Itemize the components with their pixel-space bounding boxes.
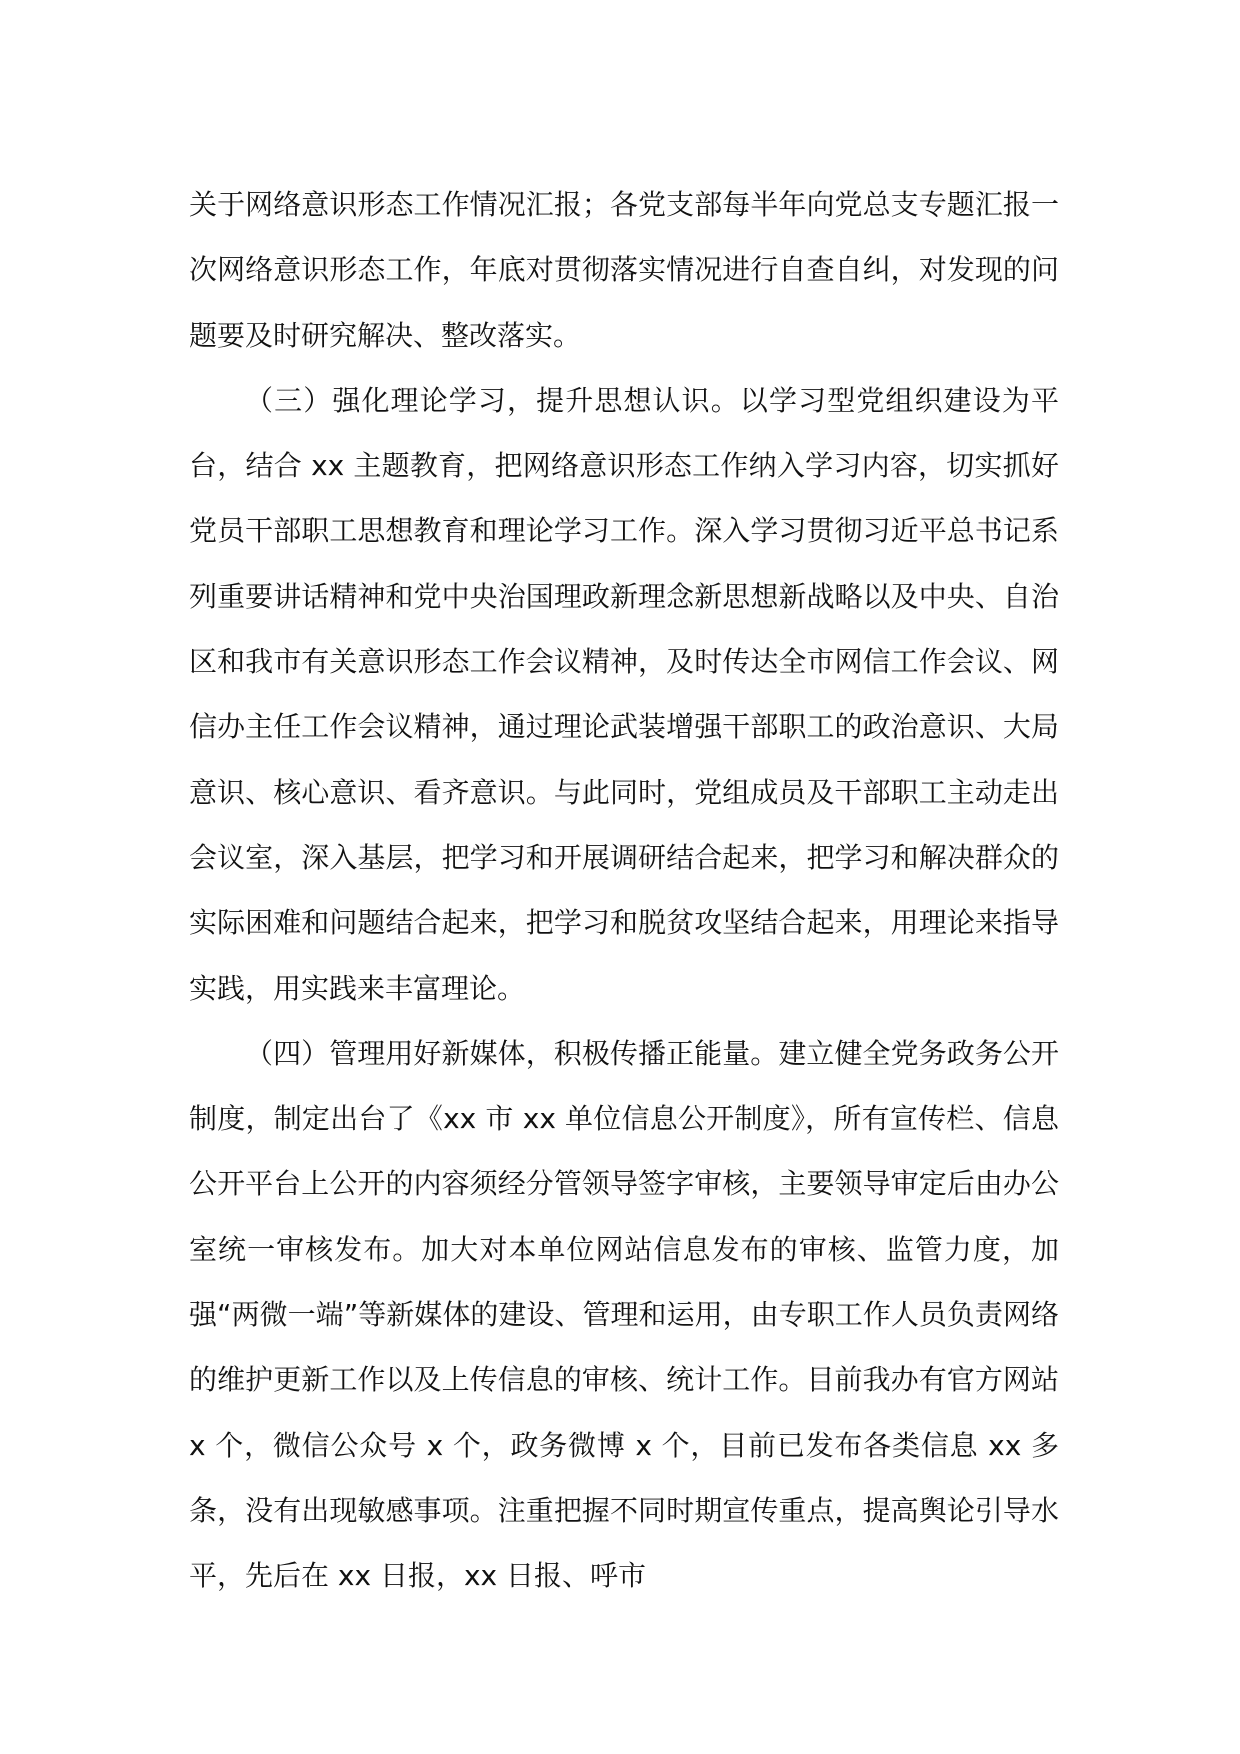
- body-text: [189, 172, 1059, 1609]
- paragraph-section-four: （四）管理用好新媒体，积极传播正能量。建立健全党务政务公开制度，制定出台了《xx 市 xx 单位信息公开制度》，所有宣传栏、信息公开平台上公开的内容须经分管领导签字审核，主要领导审定后由办公室统一审核发布。加大对本单位网站信息发布的审核、监管力度，加强“两微一端”等新媒体的建设、管理和运用，由专职工作人员负责网络的维护更新工作以及上传信息的审核、统计工作。目前我办有官方网站 x 个，微信公众号 x 个，政务微博 x 个，目前已发布各类信息 xx 多条，没有出现敏感事项。注重把握不同时期宣传重点，提高舆论引导水平，先后在 xx 日报，xx 日报、呼市: [189, 1036, 1059, 1593]
- paragraph-section-three: （三）强化理论学习，提升思想认识。以学习型党组织建设为平台，结合 xx 主题教育，把网络意识形态工作纳入学习内容，切实抓好党员干部职工思想教育和理论学习工作。深入学习贯彻习近平总书记系列重要讲话精神和党中央治国理政新理念新思想新战略以及中央、自治区和我市有关意识形态工作会议精神，及时传达全市网信工作会议、网信办主任工作会议精神，通过理论武装增强干部职工的政治意识、大局意识、核心意识、看齐意识。与此同时，党组成员及干部职工主动走出会议室，深入基层，把学习和开展调研结合起来，把学习和解决群众的实际困难和问题结合起来，把学习和脱贫攻坚结合起来，用理论来指导实践，用实践来丰富理论。: [189, 383, 1059, 1005]
- paragraph-continuation: 关于网络意识形态工作情况汇报；各党支部每半年向党总支专题汇报一次网络意识形态工作，年底对贯彻落实情况进行自查自纠，对发现的问题要及时研究解决、整改落实。: [189, 188, 1059, 352]
